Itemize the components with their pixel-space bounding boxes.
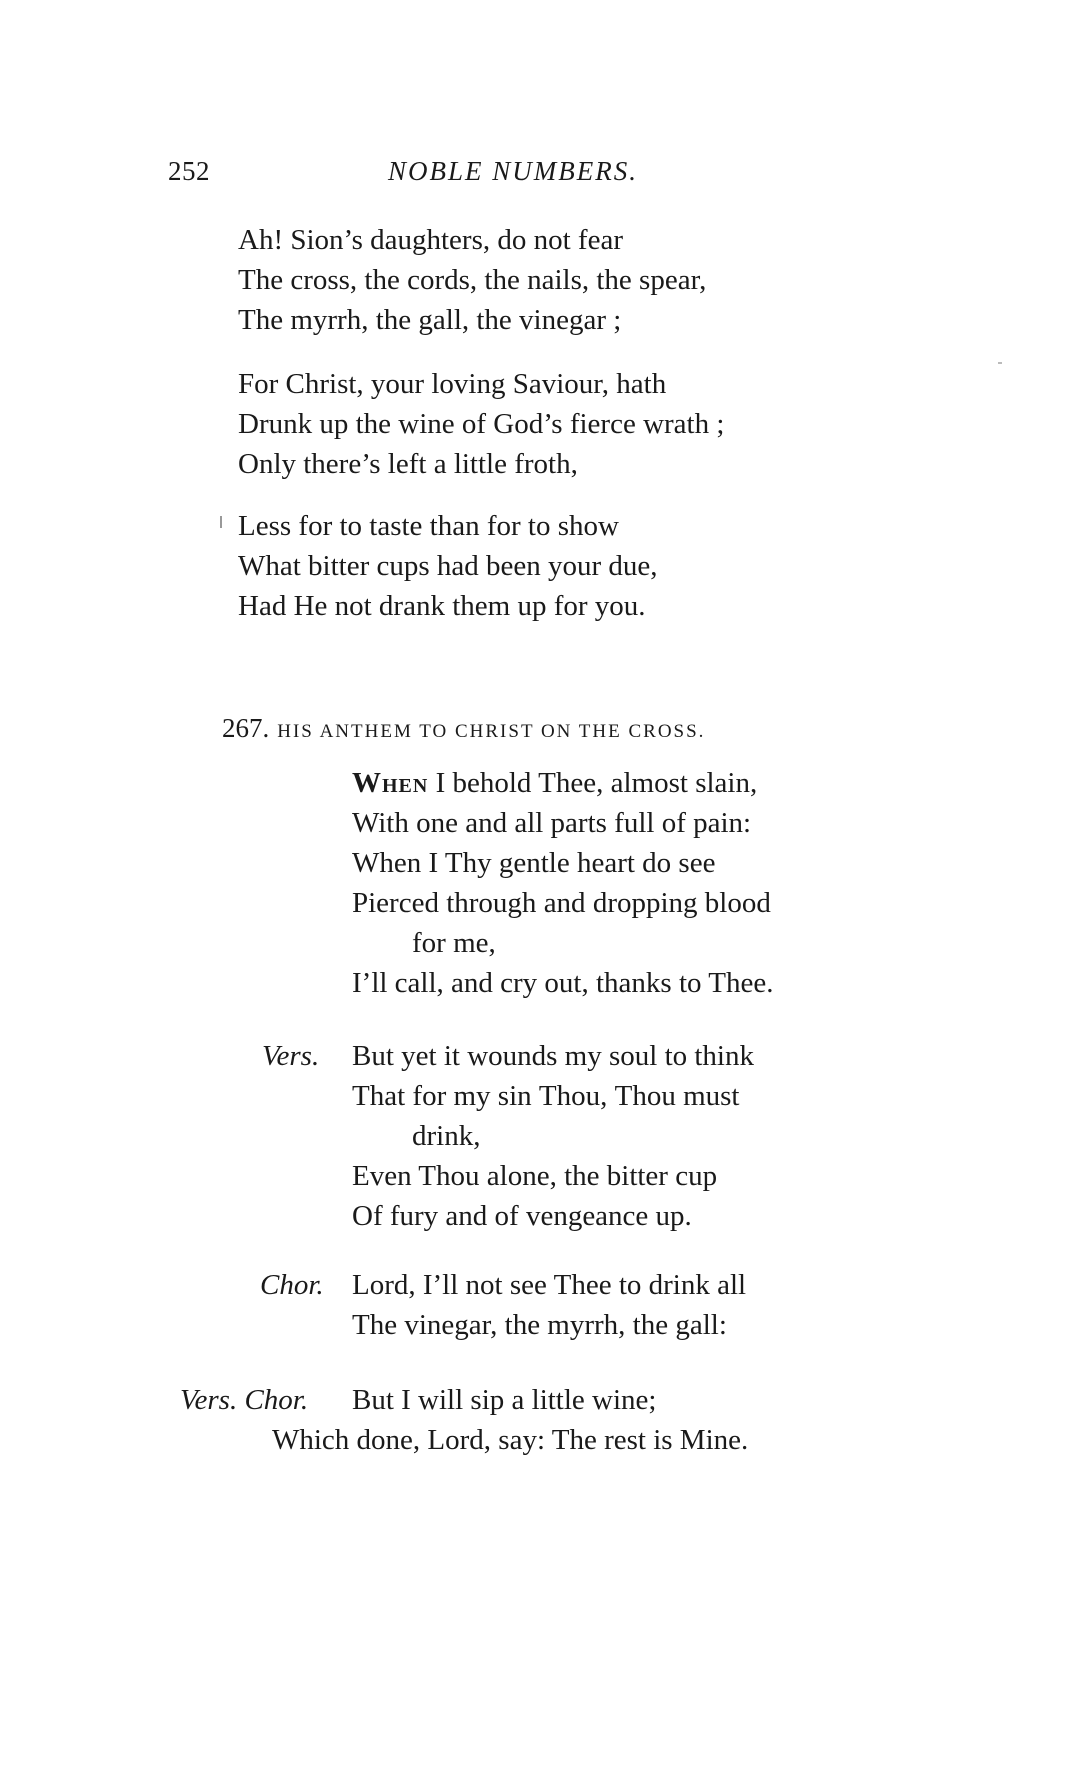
poem-stanza-2 <box>352 1036 920 1236</box>
poem-number: 267. <box>222 713 270 743</box>
word: my <box>453 1080 491 1112</box>
verse-line: With one and all parts full of pain: <box>352 807 752 839</box>
verse-text: I behold Thee, almost slain, <box>428 767 758 799</box>
stanza-previous-2 <box>238 364 724 484</box>
verse-line-continuation: drink, <box>412 1120 481 1152</box>
verse-line: Only there’s left a little froth, <box>238 448 578 480</box>
poem-heading <box>222 713 705 744</box>
poem-stanza-4-line1 <box>352 1380 656 1420</box>
speaker-label: Vers. <box>262 1040 320 1072</box>
word: dropping <box>592 887 698 919</box>
word: That <box>352 1080 406 1112</box>
verse-line-continuation: for me, <box>412 927 496 959</box>
page-number: 252 <box>168 156 210 186</box>
poem-stanza-3 <box>352 1265 746 1345</box>
verse-line: Of fury and of vengeance up. <box>352 1200 692 1232</box>
verse-line: Which done, Lord, say: The rest is Mine. <box>272 1424 749 1456</box>
verse-line: When I Thy gentle heart do see <box>352 847 716 879</box>
word: blood <box>704 887 771 919</box>
verse-line-justified <box>352 1076 920 1116</box>
stray-mark <box>220 516 222 528</box>
verse-line: For Christ, your loving Saviour, hath <box>238 368 667 400</box>
verse-line: Lord, I’ll not see Thee to drink all <box>352 1269 747 1301</box>
verse-line: But yet it wounds my soul to think <box>352 1040 754 1072</box>
verse-line: Ah! Sion’s daughters, do not fear <box>238 224 623 256</box>
verse-line: I’ll call, and cry out, thanks to Thee. <box>352 967 774 999</box>
speaker-label: Vers. Chor. <box>180 1384 309 1416</box>
poem-stanza-1 <box>352 763 920 1003</box>
word: and <box>543 887 586 919</box>
verse-line: The vinegar, the myrrh, the gall: <box>352 1309 727 1341</box>
word: must <box>683 1080 740 1112</box>
verse-line-justified <box>352 883 920 923</box>
verse-line: Drunk up the wine of God’s fierce wrath ; <box>238 408 725 440</box>
word: through <box>446 887 537 919</box>
stray-mark <box>998 362 1002 364</box>
word: Thou <box>614 1080 676 1112</box>
verse-line: What bitter cups had been your due, <box>238 550 658 582</box>
verse-line: But I will sip a little wine; <box>352 1384 657 1416</box>
speaker-label: Chor. <box>260 1269 324 1301</box>
verse-line: Even Thou alone, the bitter cup <box>352 1160 718 1192</box>
poem-title: HIS ANTHEM TO CHRIST ON THE CROSS. <box>277 721 706 742</box>
stanza-previous-3 <box>238 506 658 626</box>
verse-line: Had He not drank them up for you. <box>238 590 646 622</box>
stanza-previous-1 <box>238 220 706 340</box>
word: for <box>412 1080 447 1112</box>
poem-stanza-4-line2 <box>272 1420 748 1460</box>
verse-line: Less for to taste than for to show <box>238 510 619 542</box>
running-title: NOBLE NUMBERS. <box>388 156 638 186</box>
verse-line <box>352 763 920 803</box>
page-header <box>168 156 888 196</box>
verse-line: The cross, the cords, the nails, the spear, <box>238 264 707 296</box>
word: sin <box>497 1080 532 1112</box>
word: Thou, <box>538 1080 608 1112</box>
verse-line: The myrrh, the gall, the vinegar ; <box>238 304 622 336</box>
first-word: When <box>352 767 429 799</box>
word: Pierced <box>352 887 439 919</box>
